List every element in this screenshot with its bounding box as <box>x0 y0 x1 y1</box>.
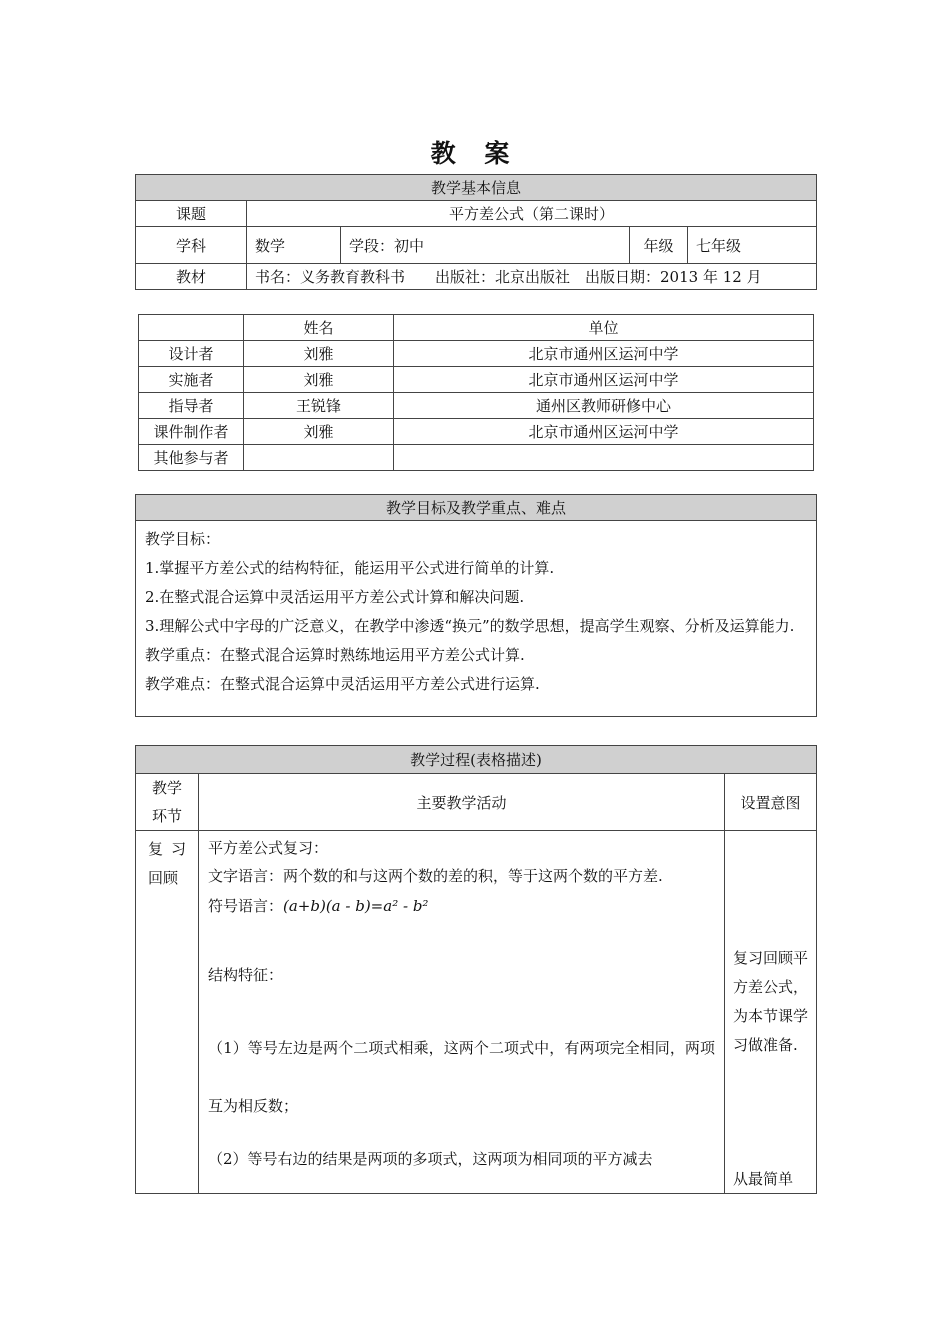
person-name: 王锐锋 <box>244 393 394 419</box>
process-col-stage: 教学环节 <box>136 774 199 831</box>
process-header: 教学过程(表格描述) <box>136 746 817 774</box>
person-unit <box>394 445 814 471</box>
grade-label: 年级 <box>630 227 688 264</box>
process-stage: 复习回顾 <box>148 840 186 887</box>
stage-value: 学段：初中 <box>341 227 630 264</box>
goals-body <box>136 521 817 717</box>
intent-1: 复习回顾平方差公式，为本节课学习做准备. <box>733 949 809 1054</box>
basic-info-header: 教学基本信息 <box>136 175 817 201</box>
feature-2: （2）等号右边的结果是两项的多项式，这两项为相同项的平方减去 <box>208 1150 653 1168</box>
table-row <box>139 341 814 367</box>
text-language: 文字语言：两个数的和与这两个数的差的积，等于这两个数的平方差. <box>208 867 663 885</box>
people-col-unit: 单位 <box>394 315 814 341</box>
process-activity-cell <box>199 831 725 1194</box>
process-intent-cell <box>725 831 817 1194</box>
person-role: 其他参与者 <box>139 445 244 471</box>
process-table <box>135 745 817 1194</box>
subject-label: 学科 <box>136 227 247 264</box>
person-role: 设计者 <box>139 341 244 367</box>
person-role: 课件制作者 <box>139 419 244 445</box>
topic-value: 平方差公式（第二课时） <box>247 201 817 227</box>
review-title: 平方差公式复习： <box>208 839 329 857</box>
person-unit: 北京市通州区运河中学 <box>394 341 814 367</box>
document-title: 教 案 <box>430 139 520 168</box>
subject-value: 数学 <box>247 227 341 264</box>
person-name: 刘雅 <box>244 367 394 393</box>
feature-1: （1）等号左边是两个二项式相乘，这两个二项式中，有两项完全相同，两项互为相反数； <box>208 1039 715 1115</box>
goals-header: 教学目标及教学重点、难点 <box>136 495 817 521</box>
process-col-intent: 设置意图 <box>725 774 817 831</box>
topic-label: 课题 <box>136 201 247 227</box>
person-unit: 北京市通州区运河中学 <box>394 367 814 393</box>
table-row <box>139 367 814 393</box>
symbol-language <box>208 891 715 921</box>
person-role: 指导者 <box>139 393 244 419</box>
people-corner-cell <box>139 315 244 341</box>
person-unit: 通州区教师研修中心 <box>394 393 814 419</box>
structure-title: 结构特征： <box>208 966 284 984</box>
goals-line: 教学难点：在整式混合运算中灵活运用平方差公式进行运算. <box>145 675 540 693</box>
person-name <box>244 445 394 471</box>
textbook-value: 书名：义务教育教科书 出版社：北京出版社 出版日期：2013 年 12 月 <box>247 264 817 290</box>
intent-2: 从最简单 <box>733 1170 794 1188</box>
basic-info-table <box>135 174 817 290</box>
person-role: 实施者 <box>139 367 244 393</box>
process-stage-cell <box>136 831 199 1194</box>
table-row <box>139 393 814 419</box>
table-row <box>139 419 814 445</box>
person-name: 刘雅 <box>244 419 394 445</box>
person-name: 刘雅 <box>244 341 394 367</box>
goals-line: 教学目标： <box>145 530 221 548</box>
person-unit: 北京市通州区运河中学 <box>394 419 814 445</box>
people-table <box>138 314 814 471</box>
goals-line: 教学重点：在整式混合运算时熟练地运用平方差公式计算. <box>145 646 525 664</box>
grade-value: 七年级 <box>688 227 817 264</box>
goals-line: 1.掌握平方差公式的结构特征，能运用平公式进行简单的计算. <box>145 559 555 577</box>
goals-line: 2.在整式混合运算中灵活运用平方差公式计算和解决问题. <box>145 588 525 606</box>
goals-line: 3.理解公式中字母的广泛意义，在教学中渗透“换元”的数学思想，提高学生观察、分析及运算能力. <box>145 617 795 635</box>
textbook-label: 教材 <box>136 264 247 290</box>
goals-table <box>135 494 817 717</box>
process-col-activity: 主要教学活动 <box>199 774 725 831</box>
people-col-name: 姓名 <box>244 315 394 341</box>
symbol-label: 符号语言： <box>208 897 284 915</box>
table-row <box>139 445 814 471</box>
formula: (a+b)(a - b)=a² - b² <box>283 897 429 915</box>
